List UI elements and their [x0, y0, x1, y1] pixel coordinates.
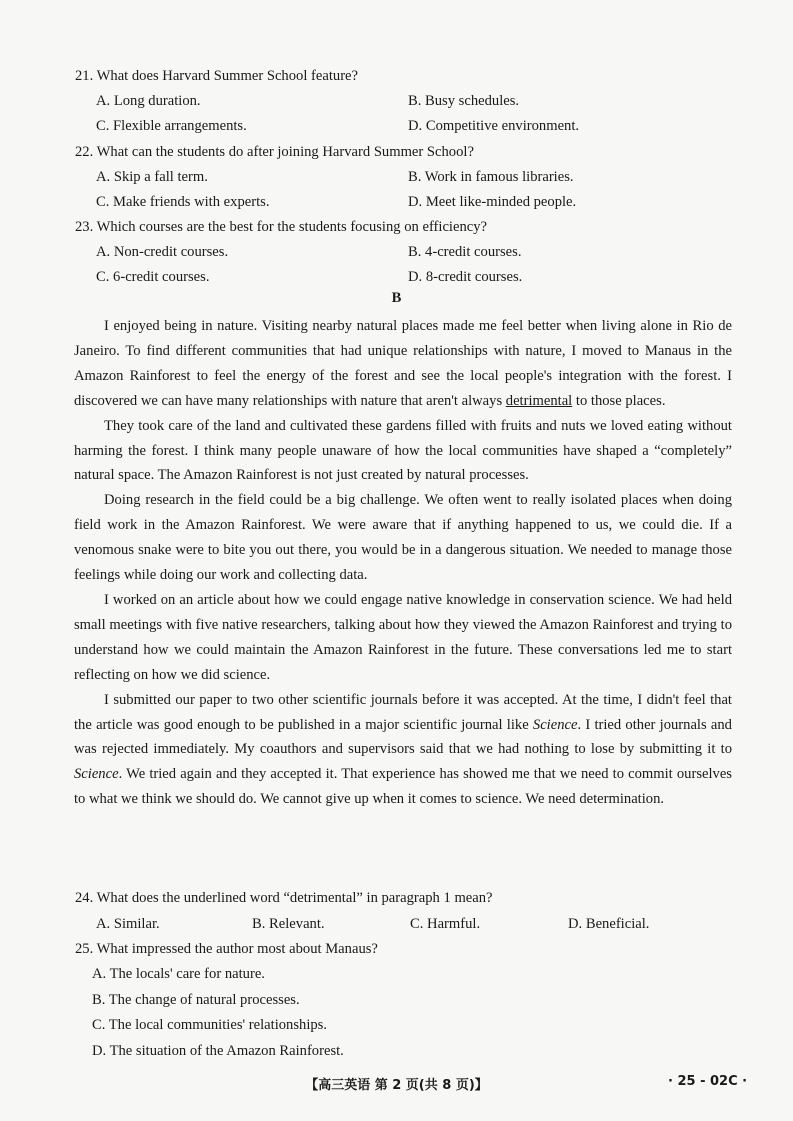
q24-option-a: A. Similar. [96, 916, 160, 932]
q22-option-c: C. Make friends with experts. [96, 194, 270, 210]
q23-option-b: B. 4-credit courses. [408, 244, 522, 260]
q24-option-d: D. Beneficial. [568, 916, 650, 932]
q23-stem: 23. Which courses are the best for the students focusing on efficiency? [75, 219, 488, 235]
reading-passage [74, 314, 732, 812]
q22-stem: 22. What can the students do after joining Harvard Summer School? [75, 144, 474, 160]
section-label: B [391, 290, 402, 306]
q24-stem: 24. What does the underlined word “detrimental” in paragraph 1 mean? [75, 890, 493, 906]
q22-option-d: D. Meet like-minded people. [408, 194, 577, 210]
q23-option-d: D. 8-credit courses. [408, 269, 523, 285]
q22-option-b: B. Work in famous libraries. [408, 169, 574, 185]
q21-stem: 21. What does Harvard Summer School feature? [75, 68, 359, 84]
exam-code: · 25 - 02C · [668, 1074, 748, 1089]
page-footer: 【高三英语 第 2 页(共 8 页)】 [305, 1078, 488, 1093]
q25-option-c: C. The local communities' relationships. [92, 1017, 328, 1033]
passage-paragraph-5: I submitted our paper to two other scientific journals before it was accepted. At the time, I didn't feel that the article was good enough to be published in a major scientific journal like Science. I tried other journals and was rejected immediately. My coauthors and supervisors said that we had nothing to lose by submitting it to Science. We tried again and they accepted it. That experience has showed me that we need to commit ourselves to what we think we should do. We cannot give up when it comes to science. We need determination. [74, 691, 732, 808]
q25-stem: 25. What impressed the author most about Manaus? [75, 941, 378, 957]
q25-option-d: D. The situation of the Amazon Rainforest. [92, 1043, 344, 1059]
q21-option-a: A. Long duration. [96, 93, 201, 109]
q25-option-b: B. The change of natural processes. [92, 992, 300, 1008]
passage-paragraph-3: Doing research in the field could be a big challenge. We often went to really isolated places when doing field work in the Amazon Rainforest. We were aware that if anything happened to us, we could die. If a venomous snake were to bite you out there, you would be in a dangerous situation. We needed to manage those feelings while doing our work and collecting data. [74, 492, 732, 584]
underlined-word: detrimental [505, 392, 573, 409]
q24-option-b: B. Relevant. [252, 916, 325, 932]
q21-option-d: D. Competitive environment. [408, 118, 580, 134]
q23-option-c: C. 6-credit courses. [96, 269, 210, 285]
passage-paragraph-2: They took care of the land and cultivated these gardens filled with fruits and nuts we loved eating without harming the forest. I think many people unaware of how the local communities have shaped a “completely” natural space. The Amazon Rainforest is not just created by natural processes. [74, 417, 732, 484]
q21-option-c: C. Flexible arrangements. [96, 118, 247, 134]
q23-option-a: A. Non-credit courses. [96, 244, 229, 260]
q22-option-a: A. Skip a fall term. [96, 169, 208, 185]
q25-option-a: A. The locals' care for nature. [92, 966, 265, 982]
passage-paragraph-4: I worked on an article about how we could engage native knowledge in conservation science. We had held small meetings with five native researchers, talking about how they viewed the Amazon Rainforest and trying to understand how we could maintain the Amazon Rainforest in the future. These conversations led me to start reflecting on how we did science. [74, 591, 732, 683]
passage-paragraph-1: I enjoyed being in nature. Visiting nearby natural places made me feel better when living alone in Rio de Janeiro. To find different communities that had unique relationships with nature, I moved to Manaus in the Amazon Rainforest to feel the energy of the forest and see the local people's integration with the forest. I discovered we can have many relationships with nature that aren't always detrimental to those places. [74, 318, 732, 409]
q24-option-c: C. Harmful. [410, 916, 481, 932]
q21-option-b: B. Busy schedules. [408, 93, 520, 109]
